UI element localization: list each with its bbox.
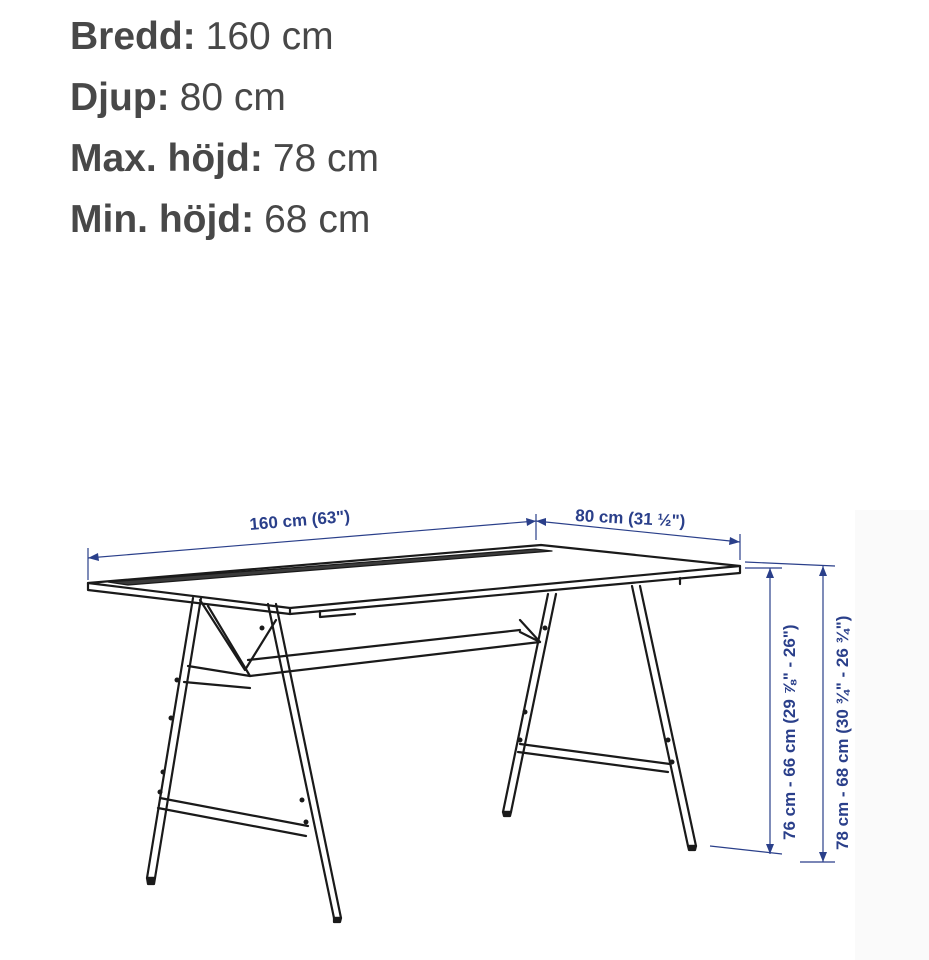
right-crossbar <box>518 744 670 772</box>
dimension-lines <box>88 514 835 862</box>
outer-height-dimension-label: 78 cm - 68 cm (30 ¾" - 26 ¾") <box>833 615 852 850</box>
right-leg-inner <box>520 632 540 642</box>
spec-label: Max. höjd: <box>70 137 263 180</box>
spec-value: 68 cm <box>264 198 371 241</box>
left-crossbar-bottom <box>158 798 308 836</box>
desk-top-edge <box>88 566 740 614</box>
spec-label: Djup: <box>70 76 170 119</box>
width-dimension-label: 160 cm (63") <box>248 506 351 534</box>
spec-label: Min. höjd: <box>70 198 255 241</box>
spec-value: 78 cm <box>272 137 380 180</box>
inner-height-dimension-label: 76 cm - 66 cm (29 ⅞" - 26") <box>780 624 799 840</box>
spec-value: 160 cm <box>205 15 334 58</box>
dimension-arrowheads <box>88 518 827 862</box>
cable-slot <box>108 549 552 585</box>
back-panel <box>208 606 540 676</box>
left-leg-back <box>147 598 201 878</box>
background-panel <box>855 510 929 960</box>
desk-illustration <box>88 545 740 922</box>
spec-value: 80 cm <box>179 76 286 119</box>
left-crossbar-top <box>184 666 250 688</box>
right-leg-back <box>503 594 556 812</box>
depth-dimension-label: 80 cm (31 ½") <box>574 506 686 531</box>
spec-label: Bredd: <box>70 15 196 58</box>
right-leg-front <box>632 586 696 846</box>
